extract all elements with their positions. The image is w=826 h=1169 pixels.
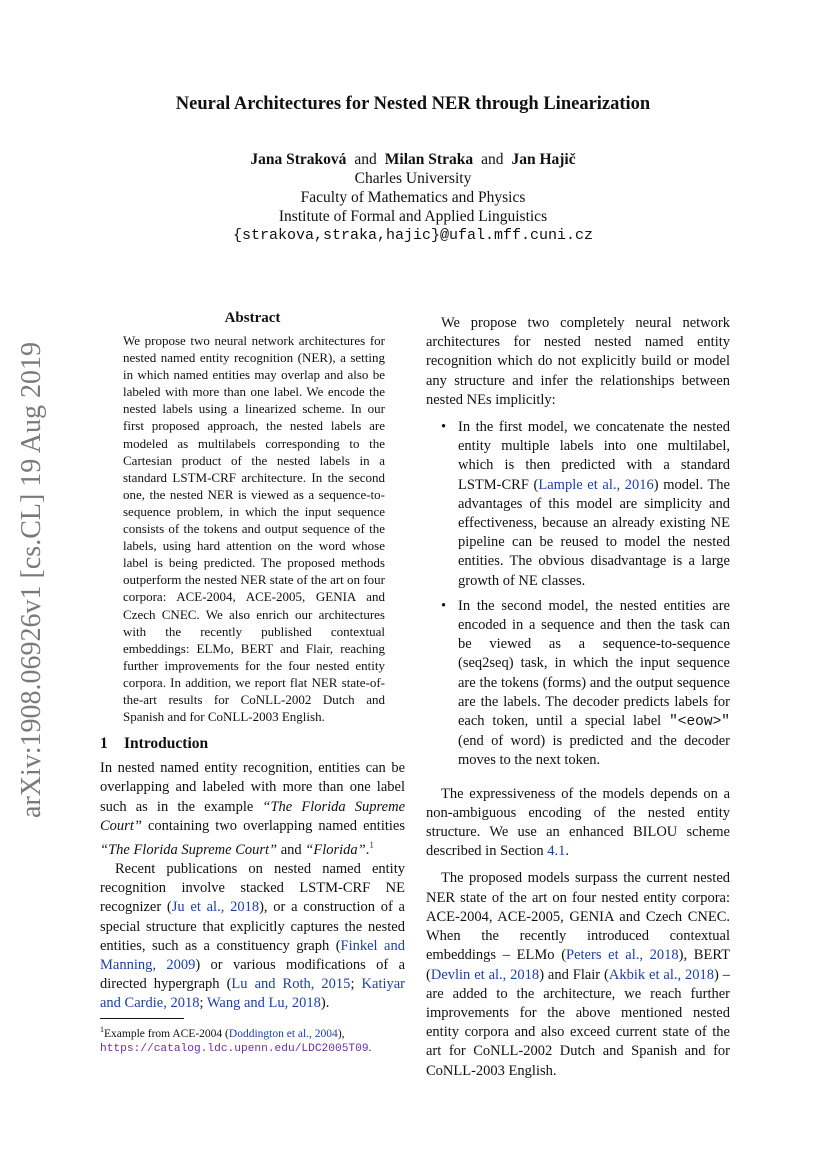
left-column [100, 310, 405, 1056]
footnote-ref[interactable]: 1 [369, 839, 374, 850]
citation-link[interactable]: Lample et al., 2016 [538, 476, 654, 493]
author-1: Jana Straková [250, 151, 347, 168]
intro-paragraph-2: Recent publications on nested named entity recognition involve stacked LSTM-CRF NE recognizer (Ju et al., 2018), or a construction of a special structure that explicitly captures the nested entities, such as a constituency graph (Finkel and Manning, 2009) or various modifications of a directed hypergraph (Lu and Roth, 2015; Katiyar and Cardie, 2018; Wang and Lu, 2018). [100, 861, 406, 1012]
arxiv-side-stamp [12, 340, 52, 820]
author-email: {strakova,straka,hajic}@ufal.mff.cuni.cz [232, 227, 594, 244]
footnote-1: $^1$Example from ACE-2004 (Doddington et al., 2004), https://catalog.ldc.upenn.edu/LDC2005T09. [100, 1024, 372, 1055]
abstract-heading: Abstract [224, 310, 281, 326]
intro-paragraph-1: In nested named entity recognition, entities can be overlapping and labeled with more than one label such as in the example “The Florida Supreme Court” containing two overlapping named entities “The Florida Supreme Court” and “Florida”.$^1$ [100, 760, 405, 858]
affiliation-university: Charles University [354, 170, 472, 187]
author-3: Jan Hajič [511, 151, 576, 168]
bullet-icon: • [441, 597, 447, 614]
right-column [426, 314, 730, 1081]
footnote-url-link[interactable]: https://catalog.ldc.upenn.edu/LDC2005T09 [100, 1042, 369, 1055]
eow-token: "<eow>" [669, 714, 730, 731]
citation-link[interactable]: Katiyar and Cardie, 2018 [100, 976, 406, 1012]
list-item: • In the second model, the nested entities are encoded in a sequence and then the task can be viewed as a sequence-to-sequence (seq2seq) task, in which the input sequence are the tokens (forms) and the output sequence are the labels. The decoder predicts labels for each token, until a special label "<eow>" (end of word) is predicted and the decoder moves to the next token. [441, 597, 730, 769]
affiliation-institute: Institute of Formal and Applied Linguistics [278, 208, 548, 225]
approach-list [426, 418, 730, 771]
citation-link[interactable]: Peters et al., 2018 [566, 947, 679, 964]
right-paragraph-2: The expressiveness of the models depends on a non-ambiguous encoding of the nested entity structure. We use an enhanced BILOU scheme described in Section 4.1. [426, 785, 730, 860]
right-paragraph-1: We propose two completely neural network architectures for nested nested named entity recognition which do not explicitly build or model any structure and infer the relationships between nested NEs implicitly: [426, 315, 730, 408]
paper-title: Neural Architectures for Nested NER through Linearization [175, 94, 651, 114]
citation-link[interactable]: Wang and Lu, 2018 [206, 995, 321, 1012]
citation-link[interactable]: Lu and Roth, 2015 [231, 976, 351, 993]
bullet-icon: • [441, 419, 447, 436]
citation-link[interactable]: Finkel and Manning, 2009 [100, 937, 405, 974]
list-item: • In the first model, we concatenate the nested entity multiple labels into one multilabel, which is then predicted with a standard LSTM-CRF (Lample et al., 2016) model. The advantages of this model are simplicity and effectiveness, because an already existing NE pipeline can be reused to model the nested entities. The obvious disadvantage is a large growth of NE classes. [441, 419, 730, 589]
citation-link[interactable]: Doddington et al., 2004 [228, 1027, 338, 1040]
author-block [0, 150, 826, 245]
section-ref-link[interactable]: 4.1 [547, 843, 566, 860]
arxiv-id-text: arXiv:1908.06926v1 [cs.CL] 19 Aug 2019 [16, 342, 47, 818]
citation-link[interactable]: Ju et al., 2018 [171, 899, 260, 916]
citation-link[interactable]: Devlin et al., 2018 [430, 966, 540, 983]
citation-link[interactable]: Akbik et al., 2018 [608, 966, 714, 983]
affiliation-faculty: Faculty of Mathematics and Physics [300, 189, 526, 206]
author-names: Jana Straková and Milan Straka and Jan Hajič [250, 151, 576, 168]
section-heading-introduction: 1 Introduction [100, 735, 209, 753]
right-paragraph-3: The proposed models surpass the current nested NER state of the art on four nested entity corpora: ACE-2004, ACE-2005, GENIA and Czech CNEC. When the recently introduced contextual embeddings – ELMo (Peters et al., 2018), BERT (Devlin et al., 2018) and Flair (Akbik et al., 2018) – are added to the architecture, we reach further improvements for the above mentioned nested entity corpora and also exceed current state of the art for CoNLL-2002 Dutch and Spanish and for CoNLL-2003 English. [426, 870, 730, 1079]
footnote-divider [100, 1018, 184, 1019]
author-2: Milan Straka [384, 151, 474, 168]
abstract-text: We propose two neural network architectures for nested named entity recognition (NER), a setting in which named entities may overlap and also be labeled with more than one label. We encode the nested labels using a linearized scheme. In our first proposed approach, the nested labels are modeled as multilabels corresponding to the Cartesian product of the nested labels in a standard LSTM-CRF architecture. In the second one, the nested NER is viewed as a sequence-to-sequence problem, in which the input sequence consists of the tokens and output sequence of the labels, using hard attention on the word whose label is being predicted. The proposed methods outperform the nested NER state of the art on four corpora: ACE-2004, ACE-2005, GENIA and Czech CNEC. We also enrich our architectures with the recently published contextual embeddings: ELMo, BERT and Flair, reaching further improvements for the four nested entity corpora. In addition, we report flat NER state-of-the-art results for CoNLL-2002 Dutch and Spanish and for CoNLL-2003 English. [123, 333, 385, 725]
